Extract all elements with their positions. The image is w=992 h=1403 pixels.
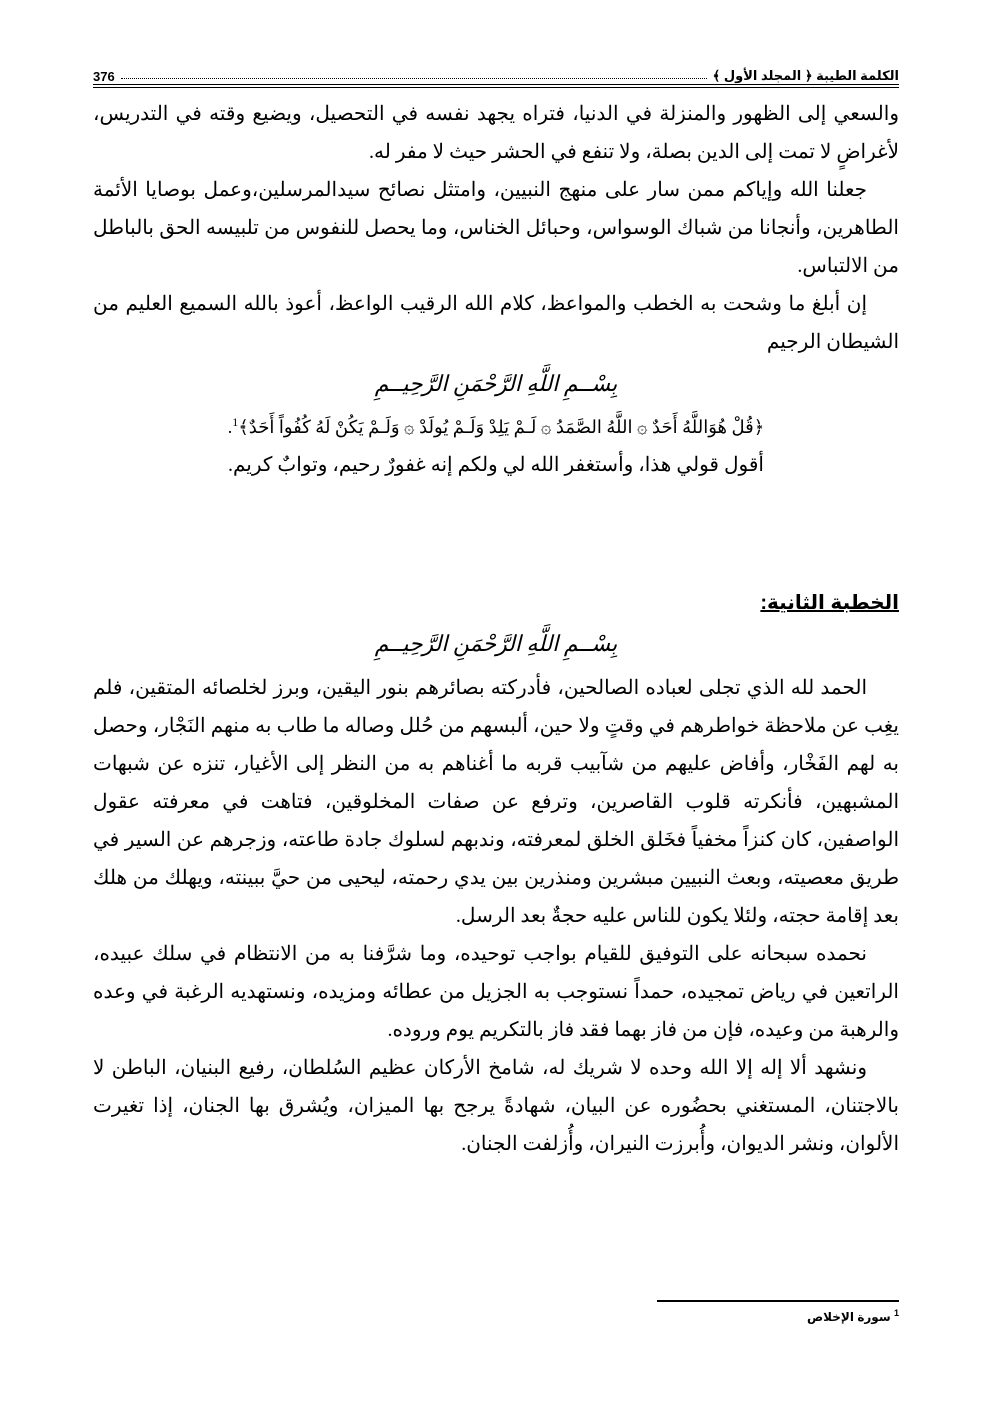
footnote-text: سورة الإخلاص — [807, 1310, 891, 1324]
quran-verse — [93, 403, 899, 446]
paragraph-thanks: نحمده سبحانه على التوفيق للقيام بواجب توحيده، وما شرَّفنا به من الانتظام في سلك عبيده، الراتعين في رياض تمجيده، حمداً نستوجب به الجزيل من عطائه ومزيده، ونستهديه الرغبة في وعده والرهبة من وعيده، فإن من فاز بهما فقد فاز بالتكريم يوم وروده. — [93, 943, 899, 1041]
running-header — [93, 58, 899, 84]
header-title: الكلمة الطيبة ﴿ المجلد الأول ﴾ — [712, 68, 899, 83]
paragraph-quran-intro: إن أبلغ ما وشحت به الخطب والمواعظ، كلام الله الرقيب الواعظ، أعوذ بالله السميع العليم من الشيطان الرجيم — [93, 293, 899, 353]
paragraph-continuation: والسعي إلى الظهور والمنزلة في الدنيا، فتراه يجهد نفسه في التحصيل، ويضيع وقته في التدريس، لأغراضٍ لا تمت إلى الدين بصلة، ولا تنفع في الحشر حيث لا مفر له. — [93, 103, 899, 163]
paragraph-testimony: ونشهد ألا إله إلا الله وحده لا شريك له، شامخ الأركان عظيم السُلطان، رفيع البنيان، الباطن لا بالاجتنان، المستغني بحضُوره عن البيان، شهادةً يرجح بها الميزان، ويُشرق بها الجنان، إذا تغيرت الألوان، ونشر الديوان، وأُبرزت النيران، وأُزلفت الجنان. — [93, 1057, 899, 1155]
header-rule-top — [93, 84, 899, 85]
section-two — [93, 625, 899, 1163]
paragraph-praise: الحمد لله الذي تجلى لعباده الصالحين، فأدركته بصائرهم بنور اليقين، وبرز لخلصائه المتقين، فلم يغِب عن ملاحظة خواطرهم في وقتٍ ولا حين، ألبسهم من حُلل وصاله ما طاب به منهم النَجْار، وحصل به لهم الفَخْار، وأفاض عليهم من شآبيب قربه ما أغناهم به من النظر إلى الأغيار، تنزه عن شبهات المشبهين، فأنكرته قلوب القاصرين، وترفع عن صفات المخلوقين، فتاهت في معرفته عقول الواصفين، كان كنزاً مخفياً فخَلق الخلق لمعرفته، وندبهم لسلوك جادة طاعته، وزجرهم عن السير في طريق معصيته، وبعث النبيين مبشرين ومنذرين بين يدي رحمته، ليحيى من حيَّ ببينته، ويهلك من هلك بعد إقامة حجته، ولئلا يكون للناس عليه حجةٌ بعد الرسل. — [93, 677, 899, 927]
footnote-separator — [657, 1300, 899, 1302]
basmala: بِسْــمِ اللَّهِ الرَّحْمَنِ الرَّحِيــمِ — [374, 371, 618, 396]
header-dotted-leader — [121, 78, 707, 79]
closing-supplication: أقول قولي هذا، وأستغفر الله لي ولكم إنه غفورٌ رحيم، وتوابٌ كريم. — [228, 454, 764, 476]
page-number: 376 — [93, 69, 115, 84]
footnote-number: 1 — [893, 1308, 899, 1318]
footnote — [93, 1308, 899, 1324]
verse-footnote-ref: 1 — [232, 415, 239, 429]
verse-end-punct: . — [227, 417, 233, 437]
second-sermon-heading: الخطبة الثانية: — [760, 592, 899, 614]
section-one — [93, 95, 899, 484]
basmala-second: بِسْــمِ اللَّهِ الرَّحْمَنِ الرَّحِيــمِ — [374, 631, 618, 656]
header-rule-bottom — [93, 87, 899, 88]
verse-text: ﴿قُلْ هُوَاللَّهُ أَحَدٌ ۞ اللَّهُ الصَّمَدُ ۞ لَـمْ يَلِدْ وَلَـمْ يُولَدْ ۞ وَلَـمْ يَكُنْ لَهُ كُفُواً أَحَدٌ﴾ — [238, 417, 765, 437]
paragraph-prayer: جعلنا الله وإياكم ممن سار على منهج النبيين، وامتثل نصائح سيدالمرسلين،وعمل بوصايا الأئمة الطاهرين، وأنجانا من شباك الوسواس، وحبائل الخناس، وما يحصل للنفوس من تلبيسه الحق بالباطل من الالتباس. — [93, 179, 899, 277]
